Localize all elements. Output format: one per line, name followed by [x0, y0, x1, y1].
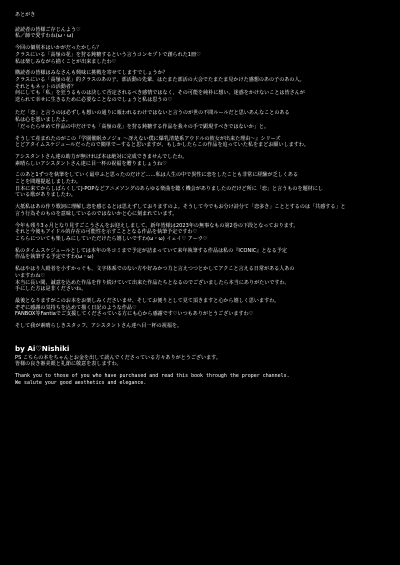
afterword-paragraph [15, 298, 388, 318]
paragraph-line: そうして産まれたのがこの『学園催眠カノジョ ～冴えない僕に爆乳清楚系アウドルの彼女が出来た理由～』シリーズ [15, 135, 281, 142]
paragraph-line: 手にした方は是非くださいね。 [15, 286, 87, 293]
paragraph-line: いますわね♡ [15, 272, 45, 279]
paragraph-line: とどアタイムスケジュールだったので簡単でーすると思いますが、もしかしたらこの作品を追っていた私をまどお願いしますわ。 [15, 142, 309, 149]
paragraph-line: それともネットの活動者？ [15, 83, 77, 90]
closing-line: PS こちらの本をちゃんとお金を出して読んでくださっている方々ありがとうございます。 [15, 354, 221, 361]
paragraph-line: 今年も残り3ヵ月となり見すごこうさんをお迎えしまして、新年皆様は2023年の無事なもの第2巻の下段となっております。 [15, 222, 299, 229]
paragraph-line: 最後となりますがこのお本をお楽しみくださいませ、そしてお便りとして見て頂きますと心から嬉しく思いますわ。 [15, 297, 280, 304]
paragraph-line: こちらについても楽しみにしていただけたら嬉しいですわ(ω・ω) イェイ♡ アーウ♡ [15, 235, 208, 242]
paragraph-line: クラスにいる「高嶺の花」を狩る鈍糖するという言うコンセプトで創られた1冊♡ [15, 51, 201, 58]
greeting-block [15, 27, 388, 40]
paragraph-line: ただ「恋」と言うのは必ずしも想いの通りに報われるわけではないと言うのが世の不問ルールだと思いあんなことのある [15, 110, 290, 117]
paragraph-line: 「だったらせめて作品の中だけでも「高嶺の花」を狩る鈍糖する作品を我々の手で顕現すべきではないか」と。 [15, 123, 270, 130]
english-note [15, 373, 388, 386]
closing-line: 皆様の良き審美眼と礼節に敬意を表しますわ。 [15, 361, 122, 368]
closing-note [15, 355, 388, 368]
paragraph-line: 送られて幸せに生きるために必要なことなのでしょうと私は思うの♡ [15, 97, 173, 104]
afterword-paragraph [15, 154, 388, 167]
greeting-line: 私／師で愛すわね(ω・ω) [15, 33, 74, 40]
paragraph-line: ぞぞに感謝の気持ちを込めて描く日記のような作品♡ [15, 304, 137, 311]
paragraph-line: 私はやはり人殴者を小すかっぐも、文字体系でのない方や好みかつ力と言えつつとかしてアクこと言える日常がある人あの [15, 266, 295, 273]
afterword-paragraph [15, 223, 388, 243]
paragraph-line: 何にしても「私」を狂うるものは決して否定されるべき感情ではなく、その可能を純朴に想い、迷惑をかけないことは皆さんが [15, 90, 305, 97]
paragraph-line: ている歌がありましたわ。 [15, 192, 76, 199]
afterword-paragraph [15, 172, 388, 199]
afterword-paragraph [15, 204, 388, 217]
paragraph-line: FANBOX等Fantiaでご支援してくださっている方にも心から感謝です♡いつもありがとうございますわ♡ [15, 311, 254, 318]
afterword-paragraph [15, 323, 388, 330]
afterword-paragraph [15, 70, 388, 130]
paragraph-line: 本当に長い間、誠意を込めた作品を作り続けていて出来た作品たちとなるのでございましたら本当にありがたいですわ、 [15, 279, 290, 286]
paragraph-line: ことを問題提起しましたわ。 [15, 179, 81, 186]
paragraph-line: 言う行為そのものを意味しているのではないかと心に刻まれています。 [15, 210, 178, 217]
paragraph-line: 素晴らしいアシスタントさん達に目一杯の祝福を贈りましょうね♡ [15, 160, 167, 167]
english-line: Thank you to those of you who have purchased and read this book through the proper channels. [15, 373, 290, 380]
paragraph-line: 私は楽しみながら描くことが出来ましたわ♡ [15, 58, 117, 65]
paragraph-line: 作品を執筆する予定ですわ(ω・ω) [15, 254, 94, 261]
author-signature: by Ai♡Nishiki [15, 343, 70, 353]
afterword-heading-block [15, 12, 388, 19]
paragraph-line: 今回の個別本はいかがだったかしら？ [15, 45, 102, 52]
afterword-paragraph [15, 248, 388, 261]
afterword-body [15, 45, 388, 330]
paragraph-line: 私のタイムスケジュールとしては本年の冬コミまで予定が詰まっていて来年執筆する作品は私の『ICONIC』となる予定 [15, 247, 287, 254]
paragraph-line: アシスタントさん達の助力が無ければ本は絶対に完成できませんでしたわ。 [15, 153, 188, 160]
afterword-heading: あとがき [15, 12, 36, 18]
paragraph-line: 日本に来てからしばらくしてJ-POPなどアニメソングのあらゆる楽曲を聴く機会がありましたのだけど所に「恋」と言うものを題材にし [15, 185, 323, 192]
afterword-paragraph [15, 45, 388, 65]
paragraph-line: 私は心を悪いましたよ。 [15, 117, 71, 124]
paragraph-line: 購読者の皆様はみなさんも興味に挑戦を寄せてしますでしょうか？ [15, 70, 168, 77]
afterword-paragraph [15, 266, 388, 293]
paragraph-line: 大抵私はあの作り歌詞に理解し恋を感じるとは思えずしておりますのよ。そうして今でもお分け詩分て「恋多き」こととするのは「共感する」と [15, 204, 346, 211]
afterword-paragraph [15, 136, 388, 149]
paragraph-line: それと今後もアイドル的存在の可能性を示すこととなる作品を執筆予定ですわ♡ [15, 229, 198, 236]
paragraph-line: そして我が素晴らしきスタッフ、アシスタントさん達へ目一杯の祝福を。 [15, 323, 183, 330]
paragraph-line: このあと1ずつを執筆をしていく最中ふと思ったのだけど……私は人生の中で異性に恋をしたことも非常に経験が乏しくある [15, 172, 299, 179]
greeting-line: 読読者の皆様ご存じんよう♡ [15, 26, 81, 33]
english-line: We salute your good aesthetics and elegance. [15, 379, 147, 386]
paragraph-line: クラスにいる「高嶺の花」的クラスのあの子、部活動の先輩、はたまた部活の大会でたまたま見かけた感想のあの子のあの人。 [15, 76, 305, 83]
signature-block [15, 344, 388, 353]
